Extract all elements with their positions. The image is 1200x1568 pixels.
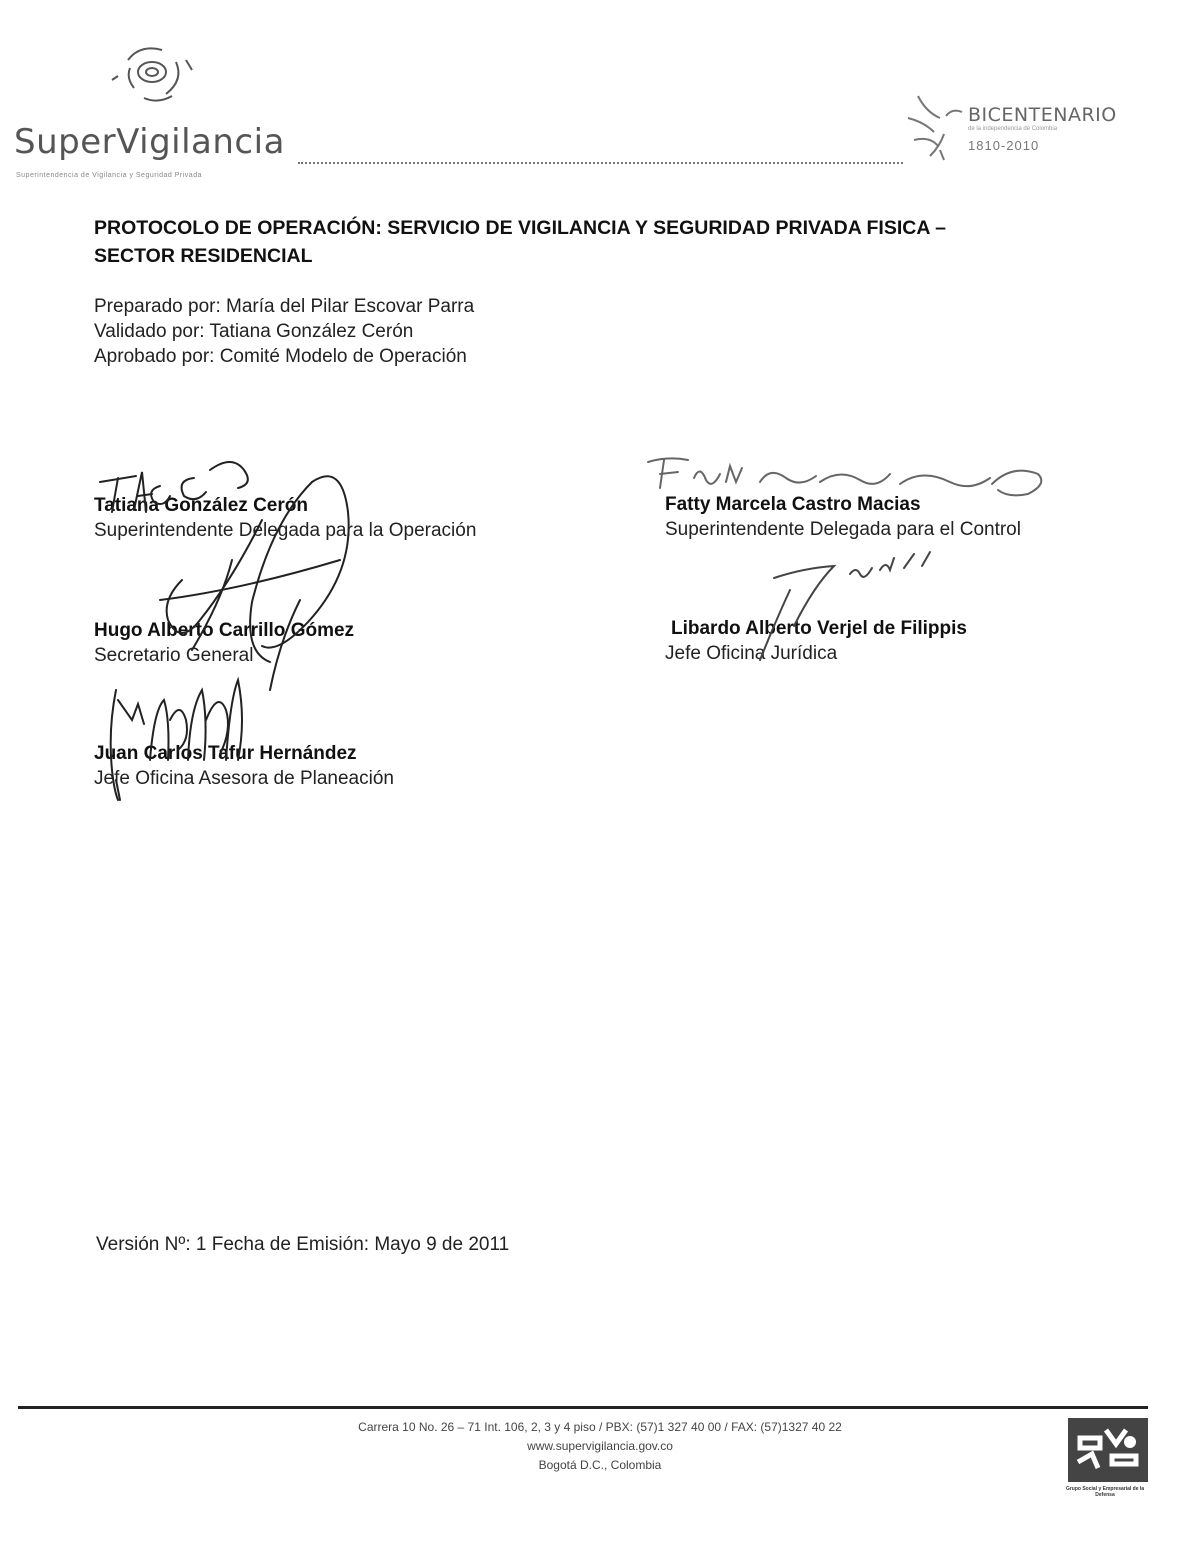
signatory-hugo bbox=[94, 618, 354, 668]
document-title-line1: PROTOCOLO DE OPERACIÓN: SERVICIO DE VIGILANCIA Y SEGURIDAD PRIVADA FISICA – bbox=[94, 217, 946, 239]
document-title bbox=[94, 214, 1074, 270]
approved-by: Aprobado por: Comité Modelo de Operación bbox=[94, 346, 467, 367]
signatory-name: Fatty Marcela Castro Macias bbox=[665, 494, 921, 515]
bicentenario-subtitle: de la independencia de Colombia bbox=[968, 126, 1058, 132]
signatory-juan bbox=[94, 741, 394, 791]
header-rule bbox=[298, 162, 903, 164]
signatory-role: Superintendente Delegada para el Control bbox=[665, 519, 1021, 540]
footer-address: Carrera 10 No. 26 – 71 Int. 106, 2, 3 y 4 piso / PBX: (57)1 327 40 00 / FAX: (57)1327 40 22 bbox=[358, 1420, 842, 1434]
footer-rule bbox=[18, 1406, 1148, 1409]
grupo-social-caption: Grupo Social y Empresarial de la Defensa bbox=[1065, 1486, 1145, 1498]
signatory-role: Jefe Oficina Asesora de Planeación bbox=[94, 768, 394, 789]
document-title-line2: SECTOR RESIDENCIAL bbox=[94, 245, 313, 267]
footer-city: Bogotá D.C., Colombia bbox=[538, 1458, 662, 1472]
signatory-role: Superintendente Delegada para la Operación bbox=[94, 520, 477, 541]
signatory-role: Jefe Oficina Jurídica bbox=[665, 643, 838, 664]
preparation-info bbox=[94, 294, 474, 369]
signatory-name: Tatiana González Cerón bbox=[94, 495, 308, 516]
footer-contact bbox=[300, 1418, 900, 1475]
logo-subtitle: Superintendencia de Vigilancia y Seguridad Privada bbox=[16, 172, 202, 179]
validated-by: Validado por: Tatiana González Cerón bbox=[94, 321, 414, 342]
signature-fatty bbox=[648, 458, 1041, 495]
bicentenario-title: BICENTENARIO bbox=[968, 104, 1117, 126]
signatory-tatiana bbox=[94, 493, 476, 543]
signatory-name: Libardo Alberto Verjel de Filippis bbox=[671, 618, 967, 639]
signatory-name: Hugo Alberto Carrillo Gómez bbox=[94, 620, 355, 641]
signatory-libardo bbox=[665, 616, 967, 666]
prepared-by: Preparado por: María del Pilar Escovar Parra bbox=[94, 296, 475, 317]
footer-website: www.supervigilancia.gov.co bbox=[527, 1439, 673, 1453]
signatory-name: Juan Carlos Tafur Hernández bbox=[94, 743, 357, 764]
logo-wordmark: SuperVigilancia bbox=[14, 122, 285, 162]
signatory-role: Secretario General bbox=[94, 645, 254, 666]
grupo-social-logo bbox=[1066, 1416, 1150, 1486]
version-info: Versión Nº: 1 Fecha de Emisión: Mayo 9 de 2011 bbox=[96, 1234, 510, 1255]
signatory-fatty bbox=[665, 492, 1021, 542]
bicentenario-years: 1810-2010 bbox=[968, 138, 1040, 153]
